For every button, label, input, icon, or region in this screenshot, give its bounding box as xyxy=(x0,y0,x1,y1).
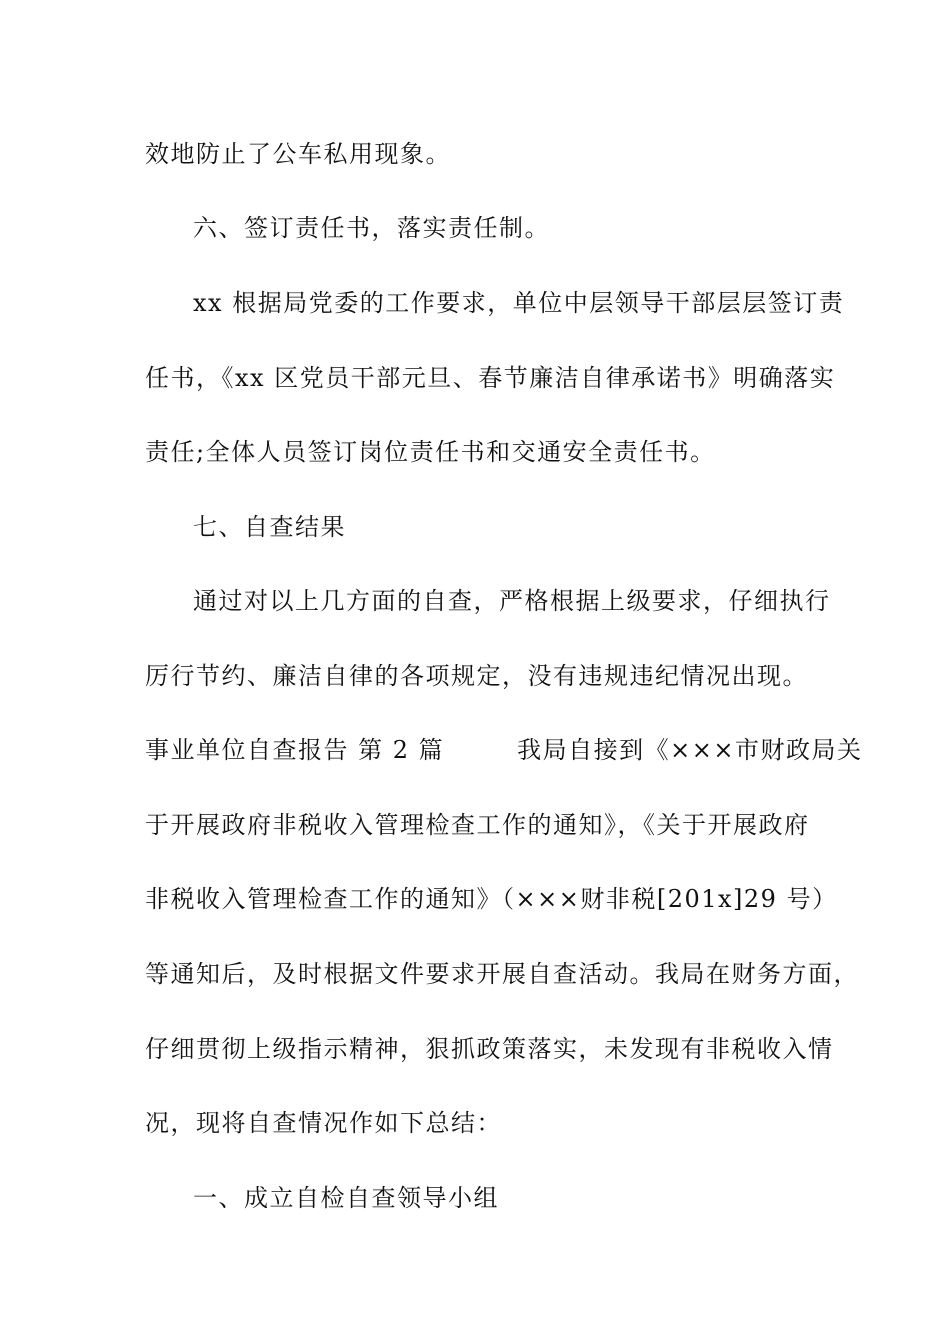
section-heading-seven: 七、自查结果 xyxy=(193,513,346,541)
paragraph-line: 厉行节约、廉洁自律的各项规定，没有违规违纪情况出现。 xyxy=(145,662,808,690)
paragraph-line: 责任;全体人员签订岗位责任书和交通安全责任书。 xyxy=(145,438,716,466)
paragraph-line: 等通知后，及时根据文件要求开展自查活动。我局在财务方面， xyxy=(145,960,859,988)
paragraph-line: 于开展政府非税收入管理检查工作的通知》，《关于开展政府 xyxy=(145,811,810,839)
paragraph-line: 非税收入管理检查工作的通知》（×××财非税[201x]29 号） xyxy=(145,885,838,913)
article-title-line: 事业单位自查报告 第 2 篇 我局自接到《×××市财政局关 xyxy=(145,736,863,764)
paragraph-line: 仔细贯彻上级指示精神，狠抓政策落实，未发现有非税收入情 xyxy=(145,1035,834,1063)
paragraph-line: 任书，《xx 区党员干部元旦、春节廉洁自律承诺书》明确落实 xyxy=(145,364,836,392)
section-heading-one: 一、成立自检自查领导小组 xyxy=(193,1184,499,1212)
section-heading-six: 六、签订责任书，落实责任制。 xyxy=(193,214,550,242)
paragraph-line: 况，现将自查情况作如下总结： xyxy=(145,1109,502,1137)
paragraph-line: 通过对以上几方面的自查，严格根据上级要求，仔细执行 xyxy=(193,587,831,615)
paragraph-line: 效地防止了公车私用现象。 xyxy=(145,140,451,168)
paragraph-line: xx 根据局党委的工作要求，单位中层领导干部层层签订责 xyxy=(193,289,845,317)
